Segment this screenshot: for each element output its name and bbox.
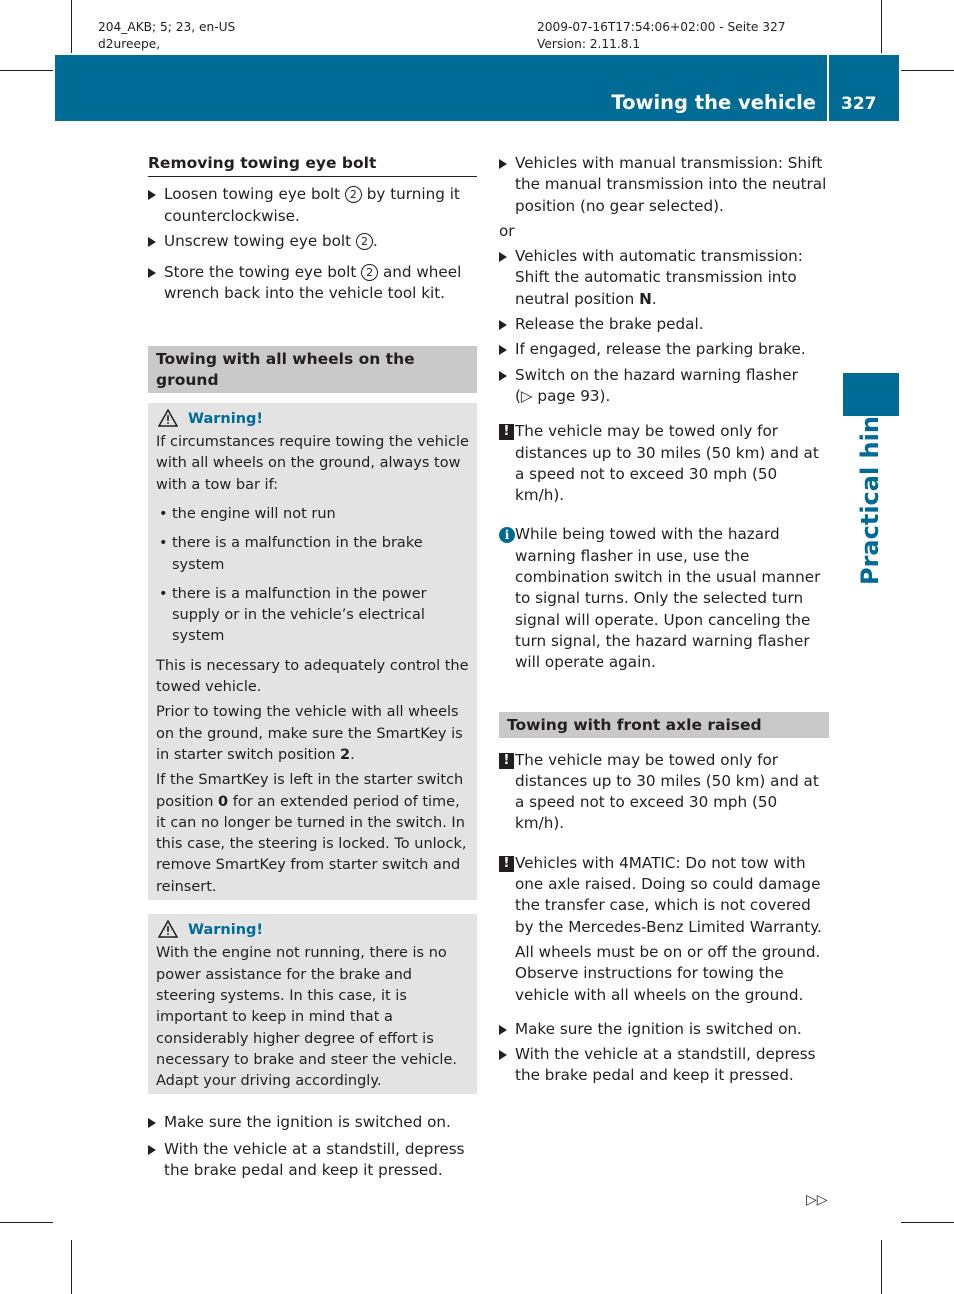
meta-right-line1: 2009-07-16T17:54:06+02:00 - Seite 327 (537, 20, 786, 34)
meta-right-line2: Version: 2.11.8.1 (537, 36, 641, 51)
note-text: While being towed with the hazard warning flasher in use, use the combination switch in the usual manner to signal turns. Only the selected turn signal will operate. Upon canceling the turn signal, the hazard warning flasher will operate again. (515, 525, 821, 672)
section-heading-all-wheels: Towing with all wheels on the ground (148, 346, 477, 393)
print-meta-right (537, 19, 786, 52)
caution-note (499, 421, 829, 506)
warning-list-item: • there is a malfunction in the brake system (156, 533, 469, 576)
warning-text: for an extended period of time, it can no longer be turned in the switch. In this case, the steering is locked. To unlock, remove SmartKey from starter switch and reinsert. (156, 793, 467, 895)
item-number-marker: 2 (361, 264, 378, 281)
item-number-marker: 2 (356, 233, 373, 250)
crop-mark (881, 0, 882, 53)
warning-triangle-icon (158, 920, 178, 938)
step-text: by turning it counterclockwise. (164, 185, 460, 225)
continued-marker: ▷▷ (806, 1192, 828, 1208)
warning-box (148, 403, 477, 900)
exclamation-icon: ! (499, 424, 514, 440)
exclamation-icon: ! (499, 753, 514, 769)
warning-title (156, 409, 469, 430)
step-text: . (372, 231, 378, 250)
warning-list-item: • the engine will not run (156, 504, 469, 525)
right-column (499, 153, 829, 1087)
step-item: Make sure the ignition is switched on. (148, 1112, 477, 1133)
crop-mark (881, 1240, 882, 1294)
step-item (148, 231, 477, 252)
step-item: Vehicles with manual transmission: Shift the manual transmission into the neutral position (no gear selected). (499, 153, 829, 217)
side-tab-label: Practical hints (856, 390, 884, 585)
meta-left-line1: 204_AKB; 5; 23, en-US (98, 20, 236, 34)
step-text: . (651, 289, 657, 308)
header-divider (827, 55, 829, 121)
step-item (499, 365, 829, 408)
info-icon: i (499, 527, 515, 543)
note-text: The vehicle may be towed only for distances up to 30 miles (50 km) and at a speed not to exceed 30 mph (50 km/h). (515, 422, 819, 505)
starter-position: 2 (340, 746, 351, 763)
warning-intro: If circumstances require towing the vehicle with all wheels on the ground, always tow with a tow bar if: (156, 434, 469, 493)
crop-mark (71, 1240, 72, 1294)
step-item (148, 184, 477, 227)
exclamation-icon: ! (499, 856, 514, 872)
crop-mark (0, 70, 53, 71)
step-text: Switch on the hazard warning flasher (515, 365, 798, 384)
step-text: Store the towing eye bolt (164, 263, 357, 282)
step-item: Make sure the ignition is switched on. (499, 1019, 829, 1040)
step-item: With the vehicle at a standstill, depress the brake pedal and keep it pressed. (148, 1139, 477, 1182)
step-text: and wheel wrench back into the vehicle tool kit. (164, 263, 462, 303)
warning-text: Prior to towing the vehicle with all wheels on the ground, make sure the SmartKey is in starter switch position (156, 704, 463, 763)
warning-box (148, 914, 477, 1094)
warning-text: . (350, 746, 355, 763)
step-text: Loosen towing eye bolt (164, 185, 341, 204)
warning-title (156, 920, 469, 941)
left-column (148, 153, 477, 1181)
item-number-marker: 2 (345, 186, 362, 203)
crop-mark (901, 1222, 954, 1223)
warning-paragraph: With the engine not running, there is no power assistance for the brake and steering systems. In this case, it is important to keep in mind that a considerably higher degree of effort is necessary to brake and steer the vehicle. Adapt your driving accordingly. (156, 945, 457, 1090)
caution-note (499, 750, 829, 835)
chapter-title: Towing the vehicle (611, 91, 816, 114)
gear-position: N (639, 289, 652, 308)
warning-title-text: Warning! (188, 410, 264, 427)
print-meta-left (98, 19, 235, 52)
step-text: Unscrew towing eye bolt (164, 231, 352, 250)
step-item (499, 246, 829, 310)
section-heading-front-axle: Towing with front axle raised (499, 712, 829, 738)
warning-paragraph (156, 702, 469, 766)
warning-paragraph (156, 770, 469, 898)
or-text: or (499, 221, 515, 240)
crop-mark (901, 70, 954, 71)
note-text: All wheels must be on or off the ground. Observe instructions for towing the vehicle with all wheels on the ground. (515, 942, 821, 1004)
warning-text: If the SmartKey is left in the starter switch position (156, 772, 464, 810)
step-item: With the vehicle at a standstill, depress the brake pedal and keep it pressed. (499, 1044, 829, 1087)
page-reference: (▷ page 93). (515, 386, 611, 405)
page-number: 327 (841, 94, 877, 114)
note-text: Vehicles with 4MATIC: Do not tow with one axle raised. Doing so could damage the transfer case, which is not covered by the Mercedes-Benz Limited Warranty. (515, 853, 822, 936)
warning-paragraph: This is necessary to adequately control the towed vehicle. (156, 657, 469, 696)
warning-title-text: Warning! (188, 922, 264, 939)
note-text: The vehicle may be towed only for distances up to 30 miles (50 km) and at a speed not to exceed 30 mph (50 km/h). (515, 750, 819, 833)
step-text: Vehicles with automatic transmission: Shift the automatic transmission into neutral position (515, 247, 803, 308)
step-item (148, 262, 477, 305)
caution-note (499, 853, 829, 1006)
info-note (499, 524, 829, 673)
crop-mark (0, 1222, 53, 1223)
meta-left-line2: d2ureepe, (98, 36, 161, 51)
step-item: If engaged, release the parking brake. (499, 339, 829, 360)
chapter-header (55, 55, 899, 121)
warning-triangle-icon (158, 409, 178, 427)
starter-position: 0 (218, 793, 229, 810)
crop-mark (71, 0, 72, 53)
step-item: Release the brake pedal. (499, 314, 829, 335)
removing-heading: Removing towing eye bolt (148, 153, 477, 177)
warning-list-item: • there is a malfunction in the power supply or in the vehicle’s electrical system (156, 584, 469, 648)
